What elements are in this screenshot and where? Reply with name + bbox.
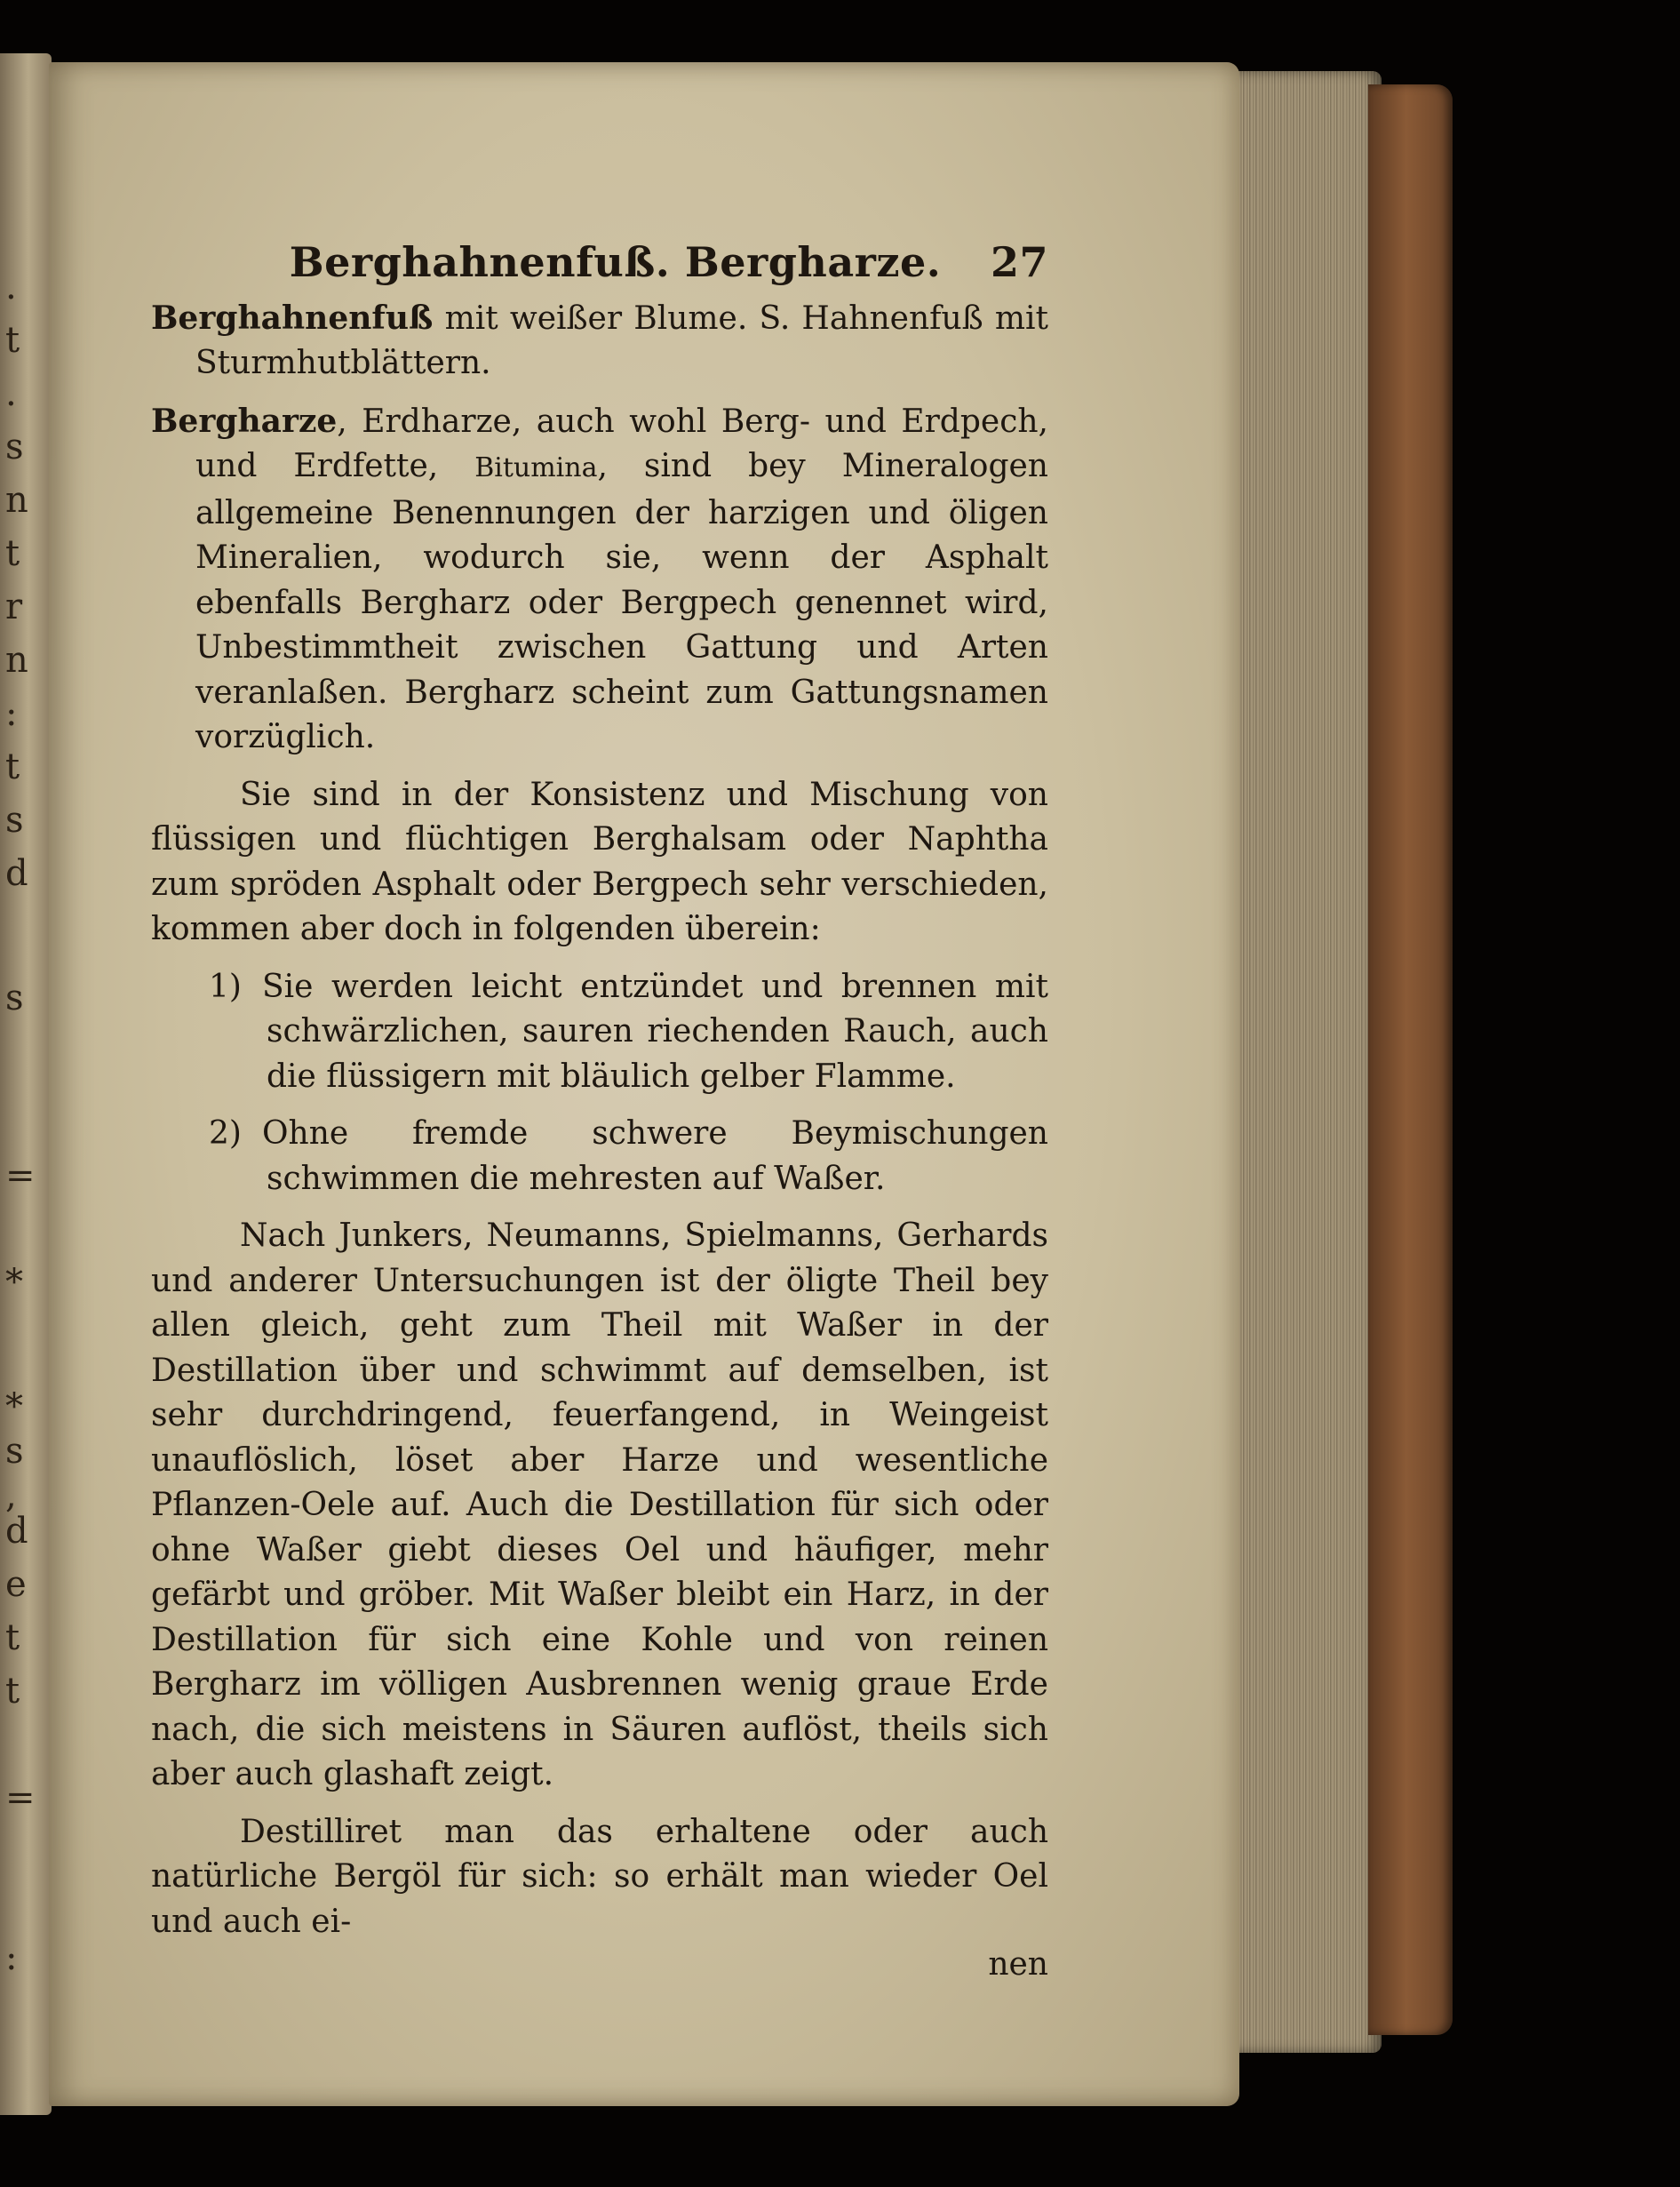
left-page-edge — [0, 53, 52, 2115]
left-page-fragment: n — [5, 480, 28, 521]
list-item — [151, 965, 1048, 1100]
left-page-fragments — [0, 53, 52, 2115]
left-page-fragment: , — [5, 1475, 17, 1516]
left-page-fragment: s — [5, 427, 24, 467]
left-page-fragment: t — [5, 746, 20, 787]
left-page-fragment: e — [5, 1564, 27, 1605]
running-title: Berghahnenfuß. Bergharze. — [289, 238, 942, 286]
list-text: Sie werden leicht entzündet und brennen mit schwärzlichen, sauren riechenden Rauch, auch die flüssigern mit bläulich gelber Flamme. — [262, 968, 1048, 1095]
left-page-fragment: t — [5, 1617, 20, 1658]
page-number: 27 — [990, 238, 1048, 286]
left-page-fragment: d — [5, 1511, 28, 1552]
page-text — [151, 240, 1048, 1988]
entry-bergharze — [151, 399, 1048, 761]
left-page-fragment: s — [5, 1431, 24, 1472]
left-page-fragment: d — [5, 853, 28, 894]
entry-text: , sind bey Mineralogen allgemeine Benennungen der harzigen und öligen Mineralien, wodurch sie, wenn der Asphalt ebenfalls Bergharz oder Bergpech genennet wird, Unbestimmtheit zwischen Gattung und Arten veranlaßen. Bergharz scheint zum Gattungsnamen vorzüglich. — [195, 448, 1048, 755]
latin-term: Bitumina — [474, 452, 598, 483]
list-number: 2) — [209, 1115, 242, 1152]
entry-text: mit weißer Blume. S. Hahnenfuß mit Sturmhutblättern. — [195, 299, 1048, 381]
page-block-edge — [1230, 71, 1381, 2053]
catchword: nen — [988, 1946, 1048, 1983]
list-item — [151, 1112, 1048, 1201]
left-page-fragment: s — [5, 800, 24, 841]
left-page-fragment: t — [5, 320, 20, 361]
list-number: 1) — [209, 968, 242, 1005]
entry-headword: Bergharze — [151, 402, 338, 440]
left-page-fragment: = — [5, 1777, 36, 1818]
left-page-fragment: . — [5, 267, 17, 307]
left-page-fragment: n — [5, 640, 28, 681]
entry-headword: Berghahnenfuß — [151, 299, 434, 337]
left-page-fragment: r — [5, 587, 23, 627]
entry-text: , Erdharze, auch wohl Berg- und Erdpech, und Erdfette, — [195, 403, 1048, 484]
left-page-fragment: * — [5, 1262, 23, 1303]
left-page-fragment: * — [5, 1386, 23, 1427]
left-page-fragment: . — [5, 373, 17, 414]
paragraph: Nach Junkers, Neumanns, Spielmanns, Gerhards und anderer Untersuchungen ist der öligte Theil bey allen gleich, geht zum Theil mit Waßer in der Destillation über und schwimmt auf demselben, ist sehr durchdringend, feuerfangend, in Weingeist unauflöslich, löset aber Harze und wesentliche Pflanzen-Oele auf. Auch die Destillation für sich oder ohne Waßer giebt dieses Oel und häufiger, mehr gefärbt und gröber. Mit Waßer bleibt ein Harz, in der Destillation für sich eine Kohle und von reinen Bergharz im völligen Ausbrennen wenig graue Erde nach, die sich meistens in Säuren auflöst, theils sich aber auch glashaft zeigt. — [151, 1217, 1048, 1792]
left-page-fragment: : — [5, 1937, 18, 1978]
left-page-fragment: : — [5, 693, 18, 734]
list-text: Ohne fremde schwere Beymischungen schwimmen die mehresten auf Waßer. — [262, 1115, 1048, 1197]
left-page-fragment: s — [5, 978, 24, 1018]
book-cover — [1368, 84, 1453, 2035]
left-page-fragment: t — [5, 1671, 20, 1712]
running-header — [240, 240, 1048, 285]
paragraph: Sie sind in der Konsistenz und Mischung von flüssigen und flüchtigen Berghalsam oder Naphtha zum spröden Asphalt oder Bergpech sehr verschieden, kommen aber doch in folgenden überein: — [151, 776, 1048, 947]
left-page-fragment: = — [5, 1155, 36, 1196]
paragraph: Destilliret man das erhaltene oder auch natürliche Bergöl für sich: so erhält man wieder Oel und auch ei- — [151, 1813, 1048, 1940]
entry-berghahnenfuss — [151, 296, 1048, 387]
left-page-fragment: t — [5, 533, 20, 574]
